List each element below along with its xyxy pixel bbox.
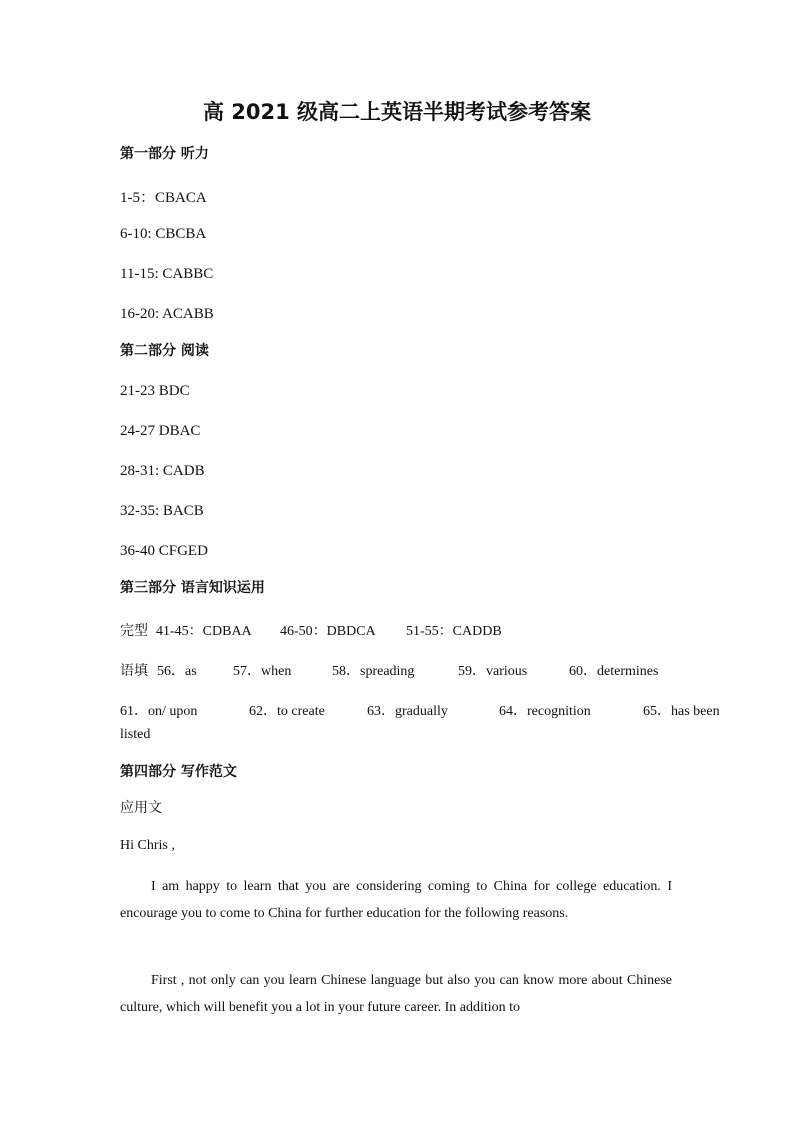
grammar-answer: 57．when <box>233 664 292 679</box>
answer-line: 28-31: CADB <box>120 463 205 479</box>
grammar-answer: 56．as <box>157 664 197 679</box>
section-heading-listening: 第一部分 听力 <box>120 146 209 162</box>
grammar-answer: 65．has been <box>643 704 720 719</box>
cloze-label: 完型 <box>120 623 148 639</box>
grammar-answer: 60．determines <box>569 664 659 679</box>
answer-line: 36-40 CFGED <box>120 543 208 559</box>
cloze-answers-row <box>120 620 734 640</box>
grammar-answer: 64．recognition <box>499 704 591 719</box>
grammar-answer: 58．spreading <box>332 664 415 679</box>
grammar-answers-row <box>120 660 734 680</box>
section-heading-language-use: 第三部分 语言知识运用 <box>120 580 265 596</box>
answer-line: 11-15: CABBC <box>120 266 214 282</box>
letter-greeting: Hi Chris , <box>120 838 175 853</box>
letter-paragraph: First , not only can you learn Chinese language but also you can know more about Chinese culture, which will benefit you a lot in your future career. In addition to <box>120 973 672 1015</box>
letter-paragraph: I am happy to learn that you are considering coming to China for college education. I encourage you to come to China for further education for the following reasons. <box>120 879 672 921</box>
grammar-answer: 62．to create <box>249 704 325 719</box>
answer-line: 6-10: CBCBA <box>120 226 207 242</box>
grammar-label: 语填 <box>120 663 148 679</box>
grammar-answer: 61．on/ upon <box>120 704 198 719</box>
grammar-answer: 59．various <box>458 664 528 679</box>
answer-line: 16-20: ACABB <box>120 306 214 322</box>
cloze-group: 51-55：CADDB <box>406 624 502 639</box>
page-title: 高 2021 级高二上英语半期考试参考答案 <box>202 100 592 124</box>
answer-line: 1-5：CBACA <box>120 190 207 206</box>
cloze-group: 46-50：DBDCA <box>280 624 376 639</box>
grammar-answer: 63．gradually <box>367 704 448 719</box>
answer-line: 32-35: BACB <box>120 503 204 519</box>
section-heading-writing: 第四部分 写作范文 <box>120 764 237 780</box>
answer-line: 24-27 DBAC <box>120 423 201 439</box>
answer-line: 21-23 BDC <box>120 383 190 399</box>
writing-subheading: 应用文 <box>120 800 162 816</box>
section-heading-reading: 第二部分 阅读 <box>120 343 209 359</box>
grammar-answer-continuation: listed <box>120 727 151 742</box>
cloze-group: 41-45：CDBAA <box>156 624 252 639</box>
grammar-answers-row <box>120 700 734 720</box>
